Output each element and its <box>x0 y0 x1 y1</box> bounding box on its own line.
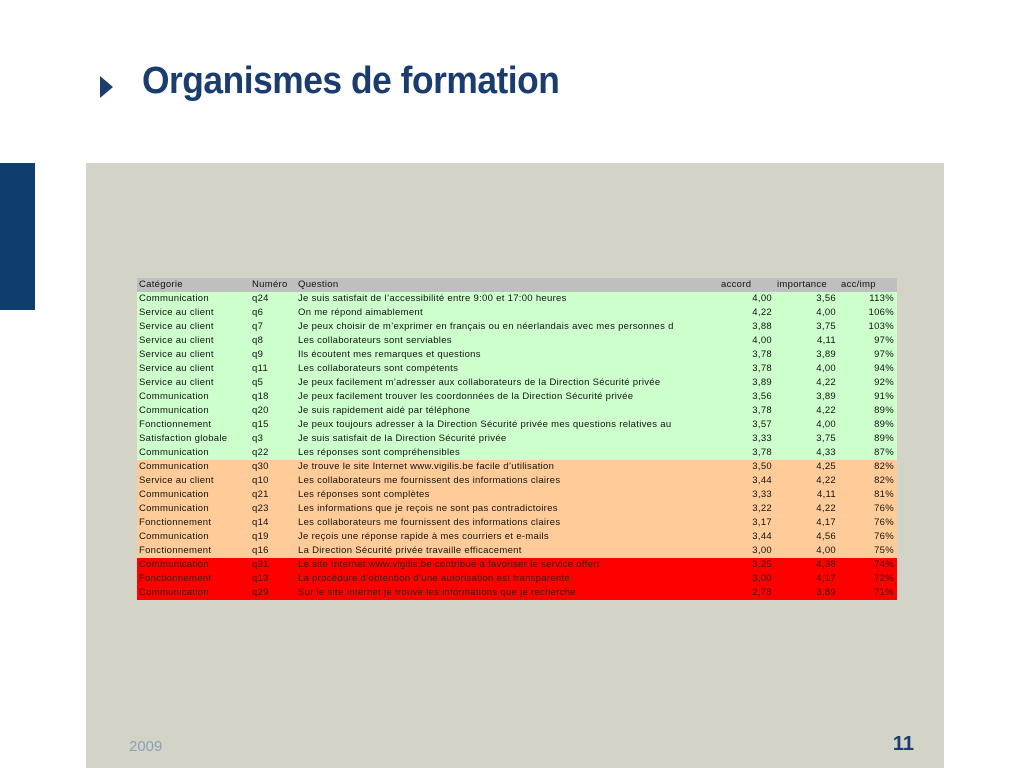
cell-importance: 4,22 <box>816 377 836 388</box>
cell-categorie: Communication <box>139 461 209 472</box>
cell-accord: 3,89 <box>752 377 772 388</box>
cell-accimp: 76% <box>874 517 894 528</box>
cell-categorie: Communication <box>139 587 209 598</box>
cell-categorie: Communication <box>139 405 209 416</box>
cell-question: Je peux choisir de m’exprimer en français ou en néerlandais avec mes personnes d <box>298 321 674 332</box>
cell-categorie: Service au client <box>139 321 214 332</box>
cell-categorie: Service au client <box>139 335 214 346</box>
table-row <box>137 488 897 502</box>
cell-numero: q18 <box>252 391 269 402</box>
cell-numero: q7 <box>252 321 264 332</box>
cell-question: Je suis satisfait de la Direction Sécurité privée <box>298 433 507 444</box>
cell-question: Le site Internet www.vigilis.be contribue à favoriser le service offert <box>298 559 600 570</box>
cell-accord: 3,78 <box>752 363 772 374</box>
cell-accimp: 89% <box>874 433 894 444</box>
table-row <box>137 348 897 362</box>
cell-accimp: 92% <box>874 377 894 388</box>
table-row <box>137 558 897 572</box>
table-row <box>137 320 897 334</box>
cell-accimp: 87% <box>874 447 894 458</box>
cell-accord: 3,88 <box>752 321 772 332</box>
cell-accimp: 81% <box>874 489 894 500</box>
cell-numero: q10 <box>252 475 269 486</box>
table-row <box>137 474 897 488</box>
cell-importance: 4,38 <box>816 559 836 570</box>
table-row <box>137 292 897 306</box>
table-row <box>137 362 897 376</box>
cell-importance: 4,00 <box>816 363 836 374</box>
cell-categorie: Communication <box>139 531 209 542</box>
cell-accimp: 97% <box>874 335 894 346</box>
cell-accimp: 97% <box>874 349 894 360</box>
cell-question: Je suis rapidement aidé par téléphone <box>298 405 471 416</box>
cell-importance: 4,11 <box>817 335 836 346</box>
header-accimp: acc/imp <box>841 279 876 290</box>
cell-question: Je reçois une réponse rapide à mes courriers et e-mails <box>298 531 549 542</box>
cell-categorie: Fonctionnement <box>139 545 212 556</box>
cell-accord: 3,57 <box>752 419 772 430</box>
cell-importance: 3,75 <box>816 433 836 444</box>
cell-accimp: 74% <box>874 559 894 570</box>
cell-numero: q15 <box>252 419 269 430</box>
cell-accord: 3,44 <box>752 531 772 542</box>
cell-numero: q6 <box>252 307 264 318</box>
cell-accord: 4,22 <box>752 307 772 318</box>
table-row <box>137 390 897 404</box>
cell-accimp: 72% <box>874 573 894 584</box>
cell-question: Les collaborateurs sont serviables <box>298 335 452 346</box>
cell-accord: 3,25 <box>752 559 772 570</box>
table-row <box>137 446 897 460</box>
cell-importance: 4,22 <box>816 475 836 486</box>
header-importance: importance <box>777 279 827 290</box>
cell-accimp: 76% <box>874 503 894 514</box>
cell-importance: 4,17 <box>816 517 836 528</box>
cell-accord: 3,56 <box>752 391 772 402</box>
cell-accord: 3,17 <box>752 517 772 528</box>
table-row <box>137 334 897 348</box>
cell-categorie: Service au client <box>139 475 214 486</box>
cell-categorie: Service au client <box>139 349 214 360</box>
cell-categorie: Communication <box>139 391 209 402</box>
cell-categorie: Communication <box>139 489 209 500</box>
cell-numero: q16 <box>252 545 269 556</box>
cell-importance: 4,00 <box>816 307 836 318</box>
cell-accimp: 71% <box>874 587 894 598</box>
survey-results-table <box>137 278 897 600</box>
cell-accord: 4,00 <box>752 293 772 304</box>
cell-question: Je suis satisfait de l’accessibilité entre 9:00 et 17:00 heures <box>298 293 567 304</box>
cell-accord: 4,00 <box>752 335 772 346</box>
cell-accimp: 75% <box>874 545 894 556</box>
cell-accord: 2,78 <box>752 587 772 598</box>
cell-question: Sur le site Internet je trouve les informations que je recherche <box>298 587 576 598</box>
cell-importance: 3,89 <box>816 587 836 598</box>
cell-accimp: 82% <box>874 461 894 472</box>
table-row <box>137 376 897 390</box>
title-bullet-arrow-icon <box>100 76 113 98</box>
header-categorie: Catégorie <box>139 279 183 290</box>
cell-categorie: Service au client <box>139 377 214 388</box>
table-row <box>137 544 897 558</box>
cell-accord: 3,78 <box>752 447 772 458</box>
table-row <box>137 306 897 320</box>
cell-numero: q11 <box>252 363 269 374</box>
cell-accord: 3,50 <box>752 461 772 472</box>
cell-importance: 4,56 <box>816 531 836 542</box>
cell-accord: 3,44 <box>752 475 772 486</box>
cell-accord: 3,33 <box>752 433 772 444</box>
cell-accord: 3,33 <box>752 489 772 500</box>
cell-accimp: 89% <box>874 405 894 416</box>
cell-categorie: Communication <box>139 559 209 570</box>
cell-numero: q30 <box>252 461 269 472</box>
page-number: 11 <box>892 733 914 755</box>
header-question: Question <box>298 279 339 290</box>
cell-categorie: Service au client <box>139 307 214 318</box>
slide-title: Organismes de formation <box>142 60 560 102</box>
table-row <box>137 418 897 432</box>
cell-question: On me répond aimablement <box>298 307 423 318</box>
cell-importance: 3,89 <box>816 349 836 360</box>
cell-accord: 3,22 <box>752 503 772 514</box>
table-row <box>137 404 897 418</box>
cell-numero: q13 <box>252 573 269 584</box>
cell-numero: q23 <box>252 503 269 514</box>
cell-importance: 4,11 <box>817 489 836 500</box>
cell-importance: 4,00 <box>816 545 836 556</box>
cell-accimp: 82% <box>874 475 894 486</box>
cell-numero: q3 <box>252 433 264 444</box>
table-row <box>137 502 897 516</box>
cell-question: Je peux toujours adresser à la Direction Sécurité privée mes questions relatives au <box>298 419 672 430</box>
cell-importance: 3,56 <box>816 293 836 304</box>
cell-importance: 4,22 <box>816 503 836 514</box>
side-accent-bar <box>0 163 35 310</box>
cell-question: Je peux facilement trouver les coordonnées de la Direction Sécurité privée <box>298 391 634 402</box>
cell-numero: q21 <box>252 489 269 500</box>
cell-accimp: 103% <box>868 321 894 332</box>
cell-accimp: 89% <box>874 419 894 430</box>
cell-accimp: 91% <box>874 391 894 402</box>
cell-importance: 4,25 <box>816 461 836 472</box>
cell-categorie: Communication <box>139 447 209 458</box>
cell-numero: q19 <box>252 531 269 542</box>
cell-question: Les collaborateurs me fournissent des informations claires <box>298 475 561 486</box>
cell-categorie: Communication <box>139 293 209 304</box>
cell-importance: 4,17 <box>816 573 836 584</box>
table-row <box>137 572 897 586</box>
cell-question: Les réponses sont compréhensibles <box>298 447 460 458</box>
cell-question: Les collaborateurs me fournissent des informations claires <box>298 517 561 528</box>
header-accord: accord <box>721 279 752 290</box>
cell-accord: 3,00 <box>752 545 772 556</box>
table-row <box>137 432 897 446</box>
cell-importance: 3,75 <box>816 321 836 332</box>
header-numero: Numéro <box>252 279 288 290</box>
cell-question: Les informations que je reçois ne sont pas contradictoires <box>298 503 558 514</box>
cell-categorie: Service au client <box>139 363 214 374</box>
footer-year: 2009 <box>129 738 163 755</box>
cell-question: Ils écoutent mes remarques et questions <box>298 349 481 360</box>
cell-question: Les collaborateurs sont compétents <box>298 363 459 374</box>
table-header-row <box>137 278 897 292</box>
cell-categorie: Fonctionnement <box>139 573 212 584</box>
cell-question: Je peux facilement m’adresser aux collaborateurs de la Direction Sécurité privée <box>298 377 661 388</box>
cell-categorie: Fonctionnement <box>139 517 212 528</box>
cell-importance: 4,33 <box>816 447 836 458</box>
cell-numero: q5 <box>252 377 264 388</box>
cell-accord: 3,78 <box>752 349 772 360</box>
cell-numero: q24 <box>252 293 269 304</box>
table-body <box>137 292 897 600</box>
table-row <box>137 516 897 530</box>
cell-question: La Direction Sécurité privée travaille efficacement <box>298 545 522 556</box>
cell-numero: q20 <box>252 405 269 416</box>
cell-question: Les réponses sont complètes <box>298 489 430 500</box>
cell-accimp: 113% <box>869 293 894 304</box>
cell-numero: q31 <box>252 559 269 570</box>
cell-importance: 3,89 <box>816 391 836 402</box>
cell-accimp: 106% <box>868 307 894 318</box>
cell-importance: 4,00 <box>816 419 836 430</box>
cell-accord: 3,00 <box>752 573 772 584</box>
table-row <box>137 586 897 600</box>
cell-accimp: 94% <box>874 363 894 374</box>
table-row <box>137 530 897 544</box>
cell-accimp: 76% <box>874 531 894 542</box>
cell-numero: q9 <box>252 349 264 360</box>
cell-question: La procédure d’obtention d’une autorisation est transparente <box>298 573 571 584</box>
cell-categorie: Fonctionnement <box>139 419 212 430</box>
cell-accord: 3,78 <box>752 405 772 416</box>
cell-numero: q14 <box>252 517 269 528</box>
table-row <box>137 460 897 474</box>
cell-importance: 4,22 <box>816 405 836 416</box>
cell-question: Je trouve le site Internet www.vigilis.be facile d’utilisation <box>298 461 555 472</box>
cell-numero: q29 <box>252 587 269 598</box>
cell-categorie: Satisfaction globale <box>139 433 228 444</box>
cell-categorie: Communication <box>139 503 209 514</box>
cell-numero: q8 <box>252 335 264 346</box>
cell-numero: q22 <box>252 447 269 458</box>
